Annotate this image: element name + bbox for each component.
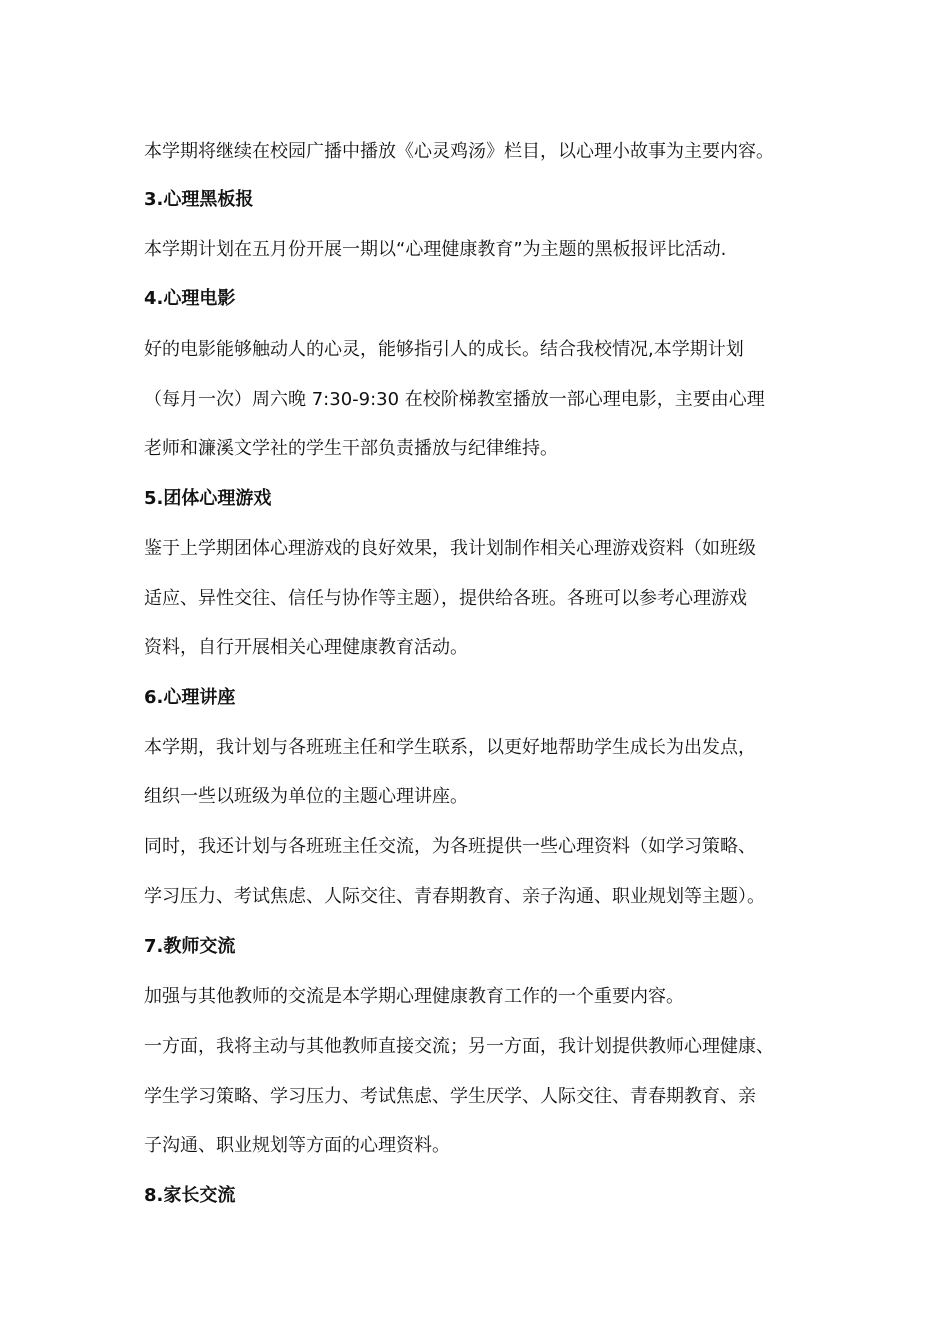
section-heading-5: 5.团体心理游戏 [144, 488, 272, 509]
paragraph-lecture-line-2: 组织一些以班级为单位的主题心理讲座。 [144, 786, 468, 807]
paragraph-games-line-2: 适应、异性交往、信任与协作等主题），提供给各班。各班可以参考心理游戏 [144, 588, 747, 609]
paragraph-movie-line-3: 老师和濂溪文学社的学生干部负责播放与纪律维持。 [144, 438, 558, 459]
paragraph-blackboard: 本学期计划在五月份开展一期以“心理健康教育”为主题的黑板报评比活动. [144, 239, 727, 260]
paragraph-movie-line-2: （每月一次）周六晚 7:30-9:30 在校阶梯教室播放一部心理电影，主要由心理 [144, 389, 765, 410]
section-heading-3: 3.心理黑板报 [144, 189, 254, 210]
section-heading-4: 4.心理电影 [144, 288, 236, 309]
section-heading-6: 6.心理讲座 [144, 687, 236, 708]
paragraph-lecture-line-1: 本学期，我计划与各班班主任和学生联系，以更好地帮助学生成长为出发点， [144, 737, 756, 758]
paragraph-games-line-1: 鉴于上学期团体心理游戏的良好效果，我计划制作相关心理游戏资料（如班级 [144, 538, 756, 559]
paragraph-teacher-line-3: 学生学习策略、学习压力、考试焦虑、学生厌学、人际交往、青春期教育、亲 [144, 1086, 756, 1107]
paragraph-lecture-line-4: 学习压力、考试焦虑、人际交往、青春期教育、亲子沟通、职业规划等主题）。 [144, 886, 765, 907]
paragraph-lecture-line-3: 同时，我还计划与各班班主任交流，为各班提供一些心理资料（如学习策略、 [144, 836, 756, 857]
section-heading-8: 8.家长交流 [144, 1185, 236, 1206]
paragraph-teacher-line-4: 子沟通、职业规划等方面的心理资料。 [144, 1135, 450, 1156]
paragraph-teacher-line-2: 一方面，我将主动与其他教师直接交流；另一方面，我计划提供教师心理健康、 [144, 1036, 774, 1057]
paragraph-games-line-3: 资料，自行开展相关心理健康教育活动。 [144, 637, 468, 658]
paragraph-broadcast: 本学期将继续在校园广播中播放《心灵鸡汤》栏目，以心理小故事为主要内容。 [144, 141, 774, 162]
paragraph-teacher-line-1: 加强与其他教师的交流是本学期心理健康教育工作的一个重要内容。 [144, 986, 684, 1007]
paragraph-movie-line-1: 好的电影能够触动人的心灵，能够指引人的成长。结合我校情况,本学期计划 [144, 339, 744, 360]
section-heading-7: 7.教师交流 [144, 936, 236, 957]
